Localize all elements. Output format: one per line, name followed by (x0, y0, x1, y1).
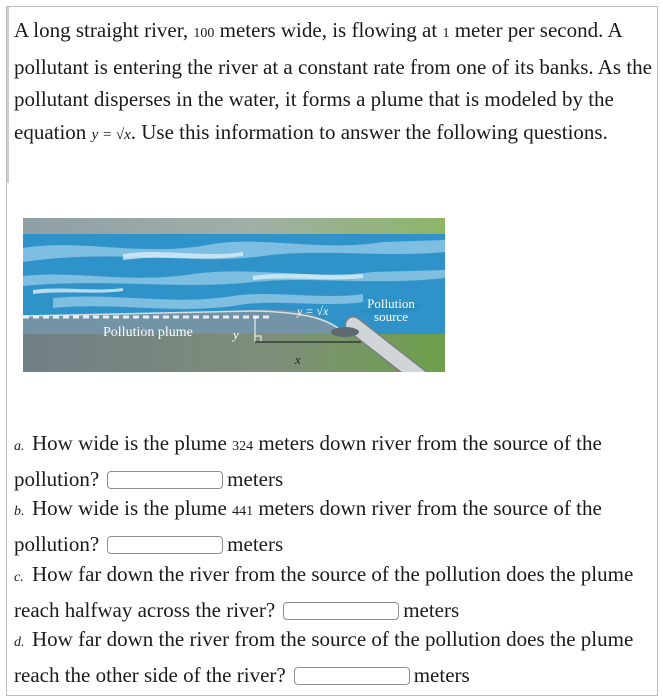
intro-text-3: meter per second. A pollutant is entering the river at a constant rate from one of its banks. As the pollutant disperses in the water, it forms a plume that is modeled by the equation (14, 18, 652, 144)
pollution-source-label-2: source (374, 309, 408, 324)
scroll-indicator (7, 7, 9, 183)
y-label: y (233, 327, 239, 342)
answer-b-unit: meters (227, 532, 284, 556)
answer-c-unit: meters (403, 598, 460, 622)
outflow-splash (331, 327, 359, 337)
answer-b-input[interactable] (107, 536, 223, 554)
question-a-text-2: meters down river from the source of the pollution? (14, 431, 602, 491)
intro-text-1: A long straight river, (14, 18, 194, 42)
answer-d-input[interactable] (294, 667, 410, 685)
question-d (14, 623, 659, 692)
x-label: x (295, 352, 301, 367)
answer-a-unit: meters (227, 467, 284, 491)
plume-equation: y = √x (91, 126, 131, 143)
river-width-value: 100 (193, 26, 215, 41)
answer-d-unit: meters (413, 663, 470, 687)
question-a-text: How wide is the plume (32, 431, 233, 455)
answer-c-input[interactable] (283, 602, 399, 620)
question-c-letter: c. (14, 570, 24, 585)
flow-speed-value: 1 (442, 26, 450, 41)
question-a-distance: 324 (232, 439, 254, 454)
question-a (14, 427, 659, 496)
question-d-text: How far down the river from the source of the pollution does the plume reach the other side of the river? (14, 627, 634, 687)
answer-a-input[interactable] (107, 471, 223, 489)
question-c-text: How far down the river from the source of the pollution does the plume reach halfway across the river? (14, 562, 634, 622)
question-b-text-2: meters down river from the source of the pollution? (14, 496, 602, 556)
question-b-distance: 441 (232, 504, 254, 519)
far-bank (23, 218, 445, 236)
curve-label: y = √x (297, 304, 329, 318)
question-b-text: How wide is the plume (32, 496, 233, 520)
intro-text-4: . Use this information to answer the following questions. (130, 119, 608, 144)
pollution-plume-label: Pollution plume (103, 325, 193, 340)
problem-intro (14, 14, 654, 151)
question-c (14, 558, 659, 627)
question-b (14, 492, 659, 561)
question-a-letter: a. (14, 439, 25, 454)
question-d-letter: d. (14, 635, 25, 650)
pollution-source-label-1: Pollution (367, 296, 415, 311)
river-figure (23, 218, 445, 372)
question-b-letter: b. (14, 504, 25, 519)
intro-text-2: meters wide, is flowing at (214, 18, 443, 42)
